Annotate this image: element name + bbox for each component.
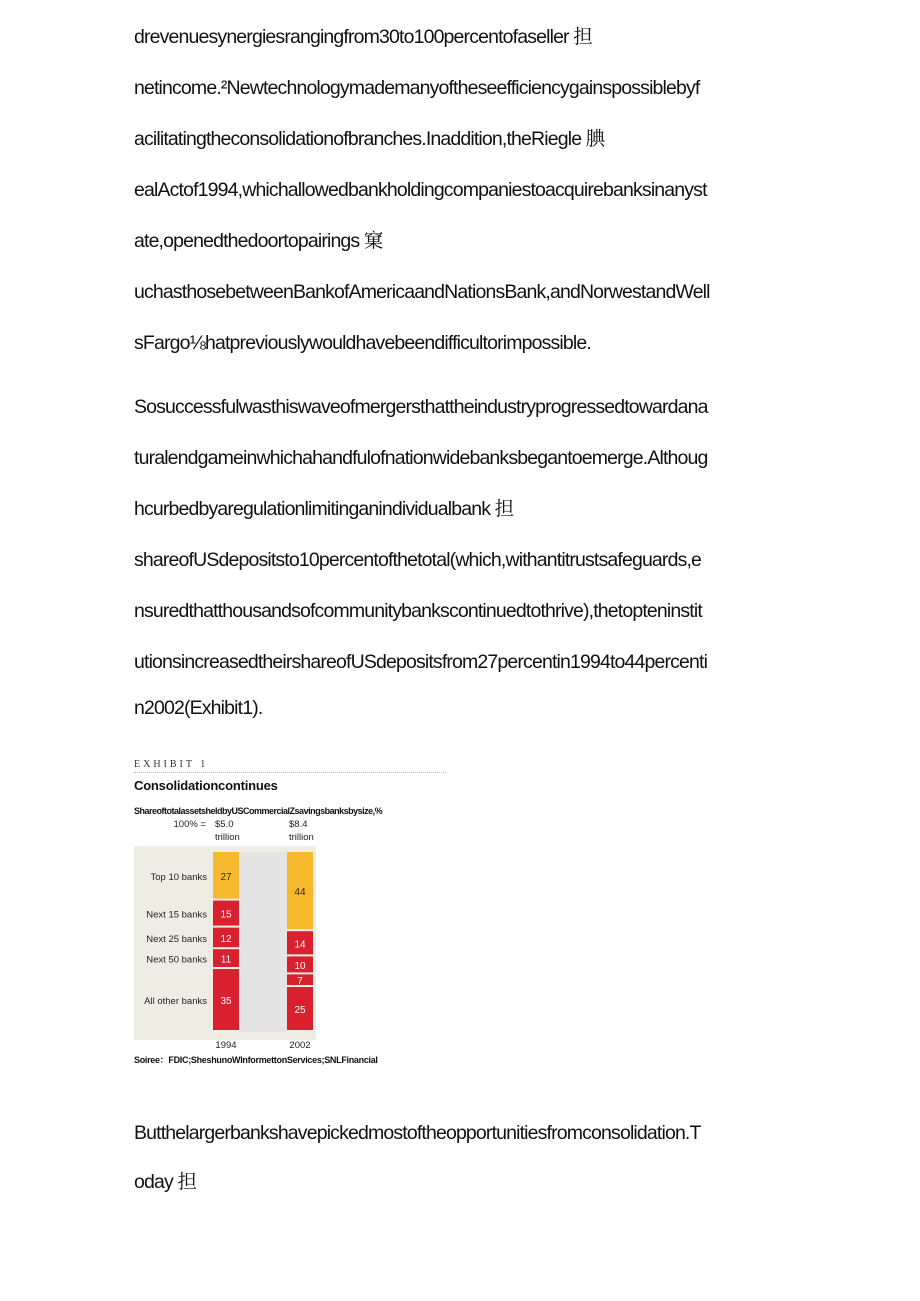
bar-total-label: $5.0: [215, 819, 234, 830]
exhibit-header: [134, 754, 446, 773]
text-line: Sosuccessfulwasthiswaveofmergersthattheindustryprogressedtowardana: [134, 396, 708, 418]
text-line: oday 担: [134, 1171, 197, 1193]
bar-total-label: $8.4: [289, 819, 308, 830]
text-line: drevenuesynergiesrangingfrom30to100percentofaseller 担: [134, 26, 592, 48]
text-line: ate,openedthedoortopairings 窠: [134, 230, 383, 252]
text-line: sFargo⅛hatpreviouslywouldhavebeendifficultorimpossible.: [134, 332, 591, 354]
text-line: turalendgameinwhichahandfulofnationwidebanksbegantoemerge.Althoug: [134, 447, 708, 469]
segment-label: Next 25 banks: [146, 933, 207, 945]
data-label: 15: [220, 909, 232, 921]
data-label: 35: [220, 996, 232, 1007]
bar-connector: [239, 852, 287, 1032]
data-label: 7: [297, 976, 303, 988]
data-label: 14: [294, 939, 306, 951]
data-label: 27: [220, 871, 232, 883]
exhibit-source: Soiree：FDIC;SheshunoWInformettonServices;SNLFinancial: [134, 1055, 378, 1065]
text-line: n2002(Exhibit1).: [134, 697, 263, 719]
x-tick-label: 1994: [215, 1040, 237, 1050]
segment-label: All other banks: [144, 996, 207, 1007]
text-line: hcurbedbyaregulationlimitinganindividualbank 担: [134, 498, 514, 520]
bar-total-label: trillion: [289, 832, 314, 843]
data-label: 10: [294, 960, 306, 972]
text-line: shareofUSdepositsto10percentofthetotal(which,withantitrustsafeguards,e: [134, 549, 702, 571]
data-label: 11: [220, 954, 232, 966]
text-line: netincome.²Newtechnologymademanyoftheseefficiencygainspossiblebyf: [134, 77, 700, 99]
data-label: 25: [294, 1005, 306, 1016]
data-label: 12: [220, 933, 232, 945]
stacked-bar-chart: [134, 818, 334, 1050]
text-line: nsuredthatthousandsofcommunitybankscontinuedtothrive),thetopteninstit: [134, 600, 702, 622]
exhibit-title: Consolidationcontinues: [134, 778, 278, 793]
data-label: 44: [294, 887, 306, 899]
x-tick-label: 2002: [289, 1040, 311, 1050]
total-label: 100% =: [173, 819, 206, 830]
bar-total-label: trillion: [215, 832, 240, 843]
segment-label: Next 15 banks: [146, 909, 207, 921]
text-line: Butthelargerbankshavepickedmostoftheopportunitiesfromconsolidation.T: [134, 1122, 701, 1144]
text-line: utionsincreasedtheirshareofUSdepositsfrom27percentin1994to44percenti: [134, 651, 708, 673]
segment-label: Top 10 banks: [150, 871, 207, 883]
text-line: acilitatingtheconsolidationofbranches.Inaddition,theRiegle 腆: [134, 128, 605, 150]
segment-label: Next 50 banks: [146, 954, 207, 966]
text-line: uchasthosebetweenBankofAmericaandNationsBank,andNorwestandWell: [134, 281, 710, 303]
text-line: ealActof1994,whichallowedbankholdingcompaniestoacquirebanksinanyst: [134, 179, 707, 201]
exhibit-subtitle: ShareoftotalassetsheldbyUSCommercialZsavingsbanksbysize,%: [134, 806, 383, 816]
exhibit-label: EXHIBIT 1: [134, 759, 209, 770]
